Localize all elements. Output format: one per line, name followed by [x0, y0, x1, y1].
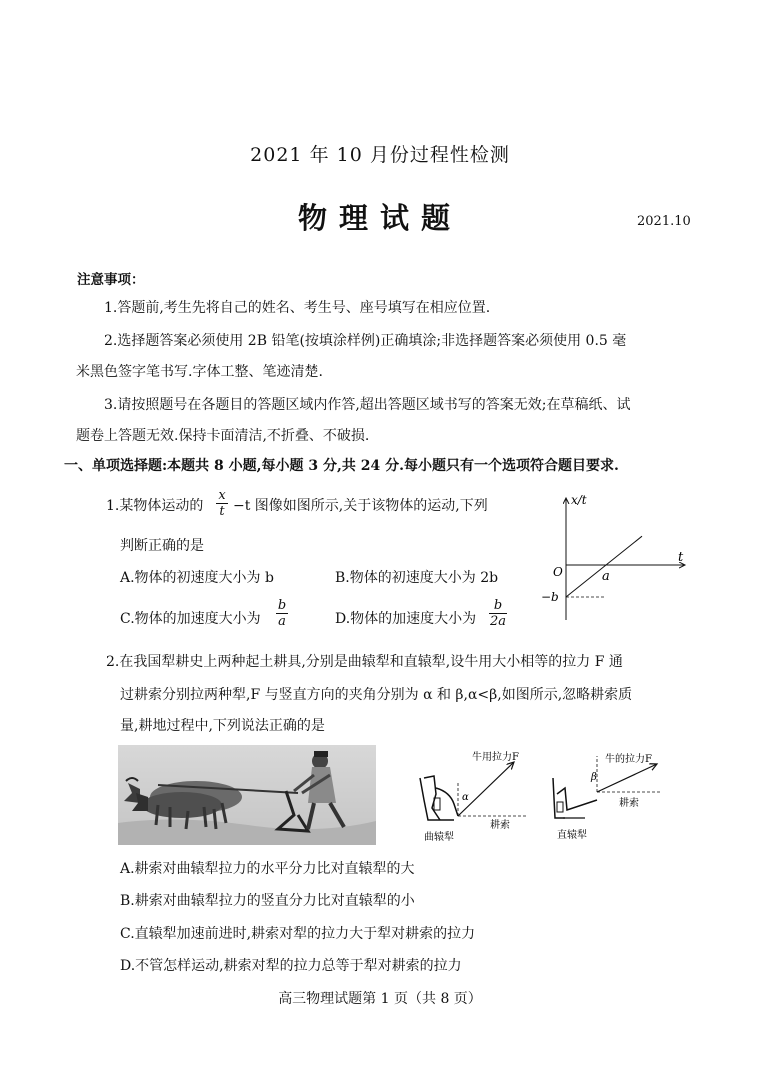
notice-heading: 注意事项： [77, 272, 145, 288]
q2-stem-line-2: 过耕索分别拉两种犁,F 与竖直方向的夹角分别为 α 和 β,α<β,如图所示,忽略耕索质 [120, 687, 633, 703]
curved-plough-rope-label: 耕索 [490, 820, 510, 831]
section-1-heading: 一、单项选择题:本题共 8 小题,每小题 3 分,共 24 分.每小题只有一个选项符合题目要求. [64, 458, 619, 474]
q1-option-d: D.物体的加速度大小为 [335, 611, 477, 627]
q1-option-a: A.物体的初速度大小为 b [120, 570, 274, 586]
q1-stem-prefix: 1.某物体运动的 [106, 498, 204, 514]
curved-plough-force-arrow [458, 762, 514, 816]
q1-frac-numerator: x [218, 488, 226, 503]
q1-option-c-numerator: b [277, 598, 287, 613]
q1-option-c-denominator: a [276, 613, 288, 629]
notice-item-3-line-1: 3.请按照题号在各题目的答题区域内作答,超出答题区域书写的答案无效;在草稿纸、试 [104, 397, 631, 413]
curved-plough-force-label: 牛用拉力F [472, 752, 519, 763]
q1-graph-y-label: x/t [571, 493, 587, 507]
notice-item-2-line-2: 米黑色签字笔书写.字体工整、笔迹清楚. [76, 364, 323, 380]
straight-plough-diagram [545, 748, 665, 848]
q2-option-a: A.耕索对曲辕犁拉力的水平分力比对直辕犁的大 [120, 861, 415, 877]
straight-plough-rope-label: 耕索 [619, 798, 639, 809]
q2-stem-line-1: 2.在我国犁耕史上两种起土耕具,分别是曲辕犁和直辕犁,设牛用大小相等的拉力 F 通 [106, 654, 623, 670]
q2-stem-line-3: 量,耕地过程中,下列说法正确的是 [120, 718, 325, 734]
q1-stem-suffix: −t 图像如图所示,关于该物体的运动,下列 [233, 498, 488, 514]
q1-frac-denominator: t [216, 503, 228, 519]
straight-plough-caption: 直辕犁 [557, 830, 587, 841]
q2-option-c: C.直辕犁加速前进时,耕索对犁的拉力大于犁对耕索的拉力 [120, 926, 476, 942]
notice-item-1: 1.答题前,考生先将自己的姓名、考生号、座号填写在相应位置. [104, 300, 491, 316]
q2-option-b: B.耕索对曲辕犁拉力的竖直分力比对直辕犁的小 [120, 893, 415, 909]
curved-plough-diagram [410, 748, 530, 848]
q1-graph-x-label: t [678, 550, 684, 565]
q1-option-b: B.物体的初速度大小为 2b [335, 570, 499, 586]
exam-date: 2021.10 [637, 214, 691, 229]
q1-stem-fraction [216, 488, 228, 519]
q1-option-d-fraction [489, 598, 507, 629]
q1-graph-origin-label: O [553, 565, 563, 579]
q1-graph-x-intercept-label: a [602, 569, 610, 584]
q1-option-d-denominator: 2a [489, 614, 507, 629]
q1-stem-line-2: 判断正确的是 [120, 538, 204, 554]
curved-plough-angle-label: α [462, 792, 469, 803]
q1-option-c: C.物体的加速度大小为 [120, 611, 261, 627]
curved-plough-caption: 曲辕犁 [424, 832, 454, 843]
ploughing-photo [118, 745, 376, 845]
page-footer: 高三物理试题第 1 页（共 8 页） [278, 991, 482, 1007]
straight-plough-force-label: 牛的拉力F [605, 754, 652, 765]
q1-option-c-fraction [276, 598, 288, 629]
q1-xt-t-graph [535, 490, 695, 630]
q1-option-d-numerator: b [493, 598, 503, 613]
q2-option-d: D.不管怎样运动,耕索对犁的拉力总等于犁对耕索的拉力 [120, 958, 462, 974]
exam-subtitle: 2021 年 10 月份过程性检测 [250, 144, 510, 166]
q1-graph-y-intercept-label: −b [541, 590, 559, 604]
q1-graph-data-line [566, 536, 642, 597]
straight-plough-angle-label: β [591, 772, 597, 783]
notice-item-3-line-2: 题卷上答题无效.保持卡面清洁,不折叠、不破损. [76, 428, 370, 444]
notice-item-2-line-1: 2.选择题答案必须使用 2B 铅笔(按填涂样例)正确填涂;非选择题答案必须使用 0.5 毫 [104, 333, 627, 349]
curved-plough-shape [420, 778, 454, 820]
straight-plough-force-arrow [597, 764, 657, 792]
exam-title: 物理试题 [297, 201, 462, 235]
